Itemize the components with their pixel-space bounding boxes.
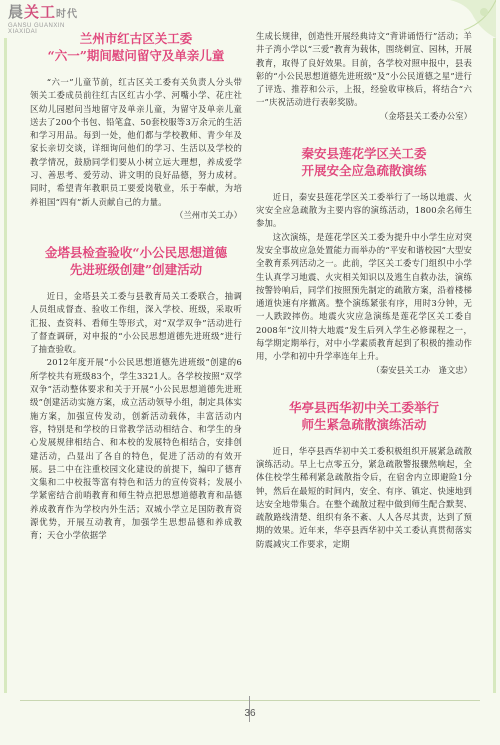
mag-title-tail: 时代 xyxy=(56,9,79,20)
magazine-subtitle-2: XIAXIDAI xyxy=(8,29,38,35)
magazine-subtitle-1: GANSU GUANXIN xyxy=(8,23,65,29)
right-column xyxy=(256,30,472,551)
article-paragraph: 近日，金塔县关工委与县教育局关工委联合，抽调人员组成督查、验收工作组，深入学校、班级，采取听汇报、查资料、看师生等形式，对“双学双争”活动进行了督查调研，对申报的“小公民思想道德先进班级”进行了抽查验收。 xyxy=(30,290,242,355)
article-title-line-2: 开展安全应急疏散演练 xyxy=(301,162,427,178)
article-paragraph: 生成长规律，创造性开展经典诗文“背讲诵悟行”活动；羊井子湾小学以“三爱”教育为载体，围绕刺宣、园林，开展教育，取得了良好效果。目前，各学校对照申报中，县表彰的“小公民思想道德先进班级”及“小公民道德之星”进行了评选、推荐和公示，上报，经验收审核后，将结合“六一”庆祝活动进行表彰奖励。 xyxy=(256,31,472,108)
article-title-line-2: 先进班级创建”创建活动 xyxy=(69,261,203,277)
mag-title-accent: 关工 xyxy=(24,3,57,21)
magazine-title xyxy=(8,4,168,23)
article-title-line-1: 华亭县西华初中关工委举行 xyxy=(288,399,439,415)
article-qinan xyxy=(256,145,472,377)
article-title-line-1: 兰州市红古区关工委 xyxy=(79,31,193,46)
article-signature: （秦安县关工办 逢文忠） xyxy=(371,364,472,375)
article-jinta xyxy=(30,244,242,543)
article-huating xyxy=(256,399,472,551)
article-title-line-2: 师生紧急疏散演练活动 xyxy=(301,416,427,432)
article-jinta-continued xyxy=(256,30,472,123)
page-number: 36 xyxy=(244,708,256,719)
left-column xyxy=(30,30,242,543)
article-title-line-1: 金塔县检查验收“小公民思想道德 xyxy=(44,244,228,260)
article-title-line-1: 秦安县莲花学区关工委 xyxy=(301,145,427,161)
article-paragraph: 近日，秦安县莲花学区关工委举行了一场以地震、火灾安全应急疏散为主要内容的演练活动，1800余名师生参加。 xyxy=(256,191,472,229)
article-paragraph: 近日，华亭县西华初中关工委积极组织开展紧急疏散演练活动。早上七点零五分，紧急疏散警报骤然响起，全体住校学生稀利紧急疏散指令后，在宿舍内立即避险1分钟，然后在最短的时间内，安全、有序、镇定、快速地到达安全地带集合。在整个疏散过程中做到师生配合默契、疏散路线清楚、组织有条不紊、人人各尽其责，达到了预期的效果。近年来，华亭县西华初中关工委认真贯彻落实防震减灾工作要求，定期 xyxy=(256,445,472,549)
article-paragraph: 2012年度开展“小公民思想道德先进班级”创建的6所学校共有班级83个，学生3321人。各学校按照“双学双争”活动整体要求和关于开展“小公民思想道德先进班级”创建活动实施方案，成立活动领导小组，制定具体实施方案，加强宣传发动，创新活动载体，丰富活动内容，特别是和学校的日常教学活动相结合、和学生的身心发展规律相结合、和本校的发展特色相结合，安排创建活动，凸显出了各自的特色，促进了活动的有效开展。县二中在注重校园文化建设的前提下，编印了德育文集和二中校报等富有特色和活力的宣传资料；发展小学紧密结合前哨教育和师生特点把思想道德教育和品德养成教育作为学校内外生活；双城小学立足国防教育资源优势，开展互动教育，加强学生思想品德和养成教育；天仓小学依据学 xyxy=(30,357,242,541)
article-signature: （兰州市关工办） xyxy=(175,209,242,220)
article-title-line-2: “六一”期间慰问留守及单亲儿童 xyxy=(47,48,225,63)
article-signature: （金塔县关工委办公室） xyxy=(379,110,472,121)
footer-divider xyxy=(20,700,480,701)
article-lanzhou xyxy=(30,30,242,222)
article-paragraph: “六一”儿童节前，红古区关工委有关负责人分头带领关工委成员前往红古区红古小学、河嘴小学、花庄社区幼儿园慰问当地留守及单亲儿童，为留守及单亲儿童送去了200个书包、铅笔盒、50套校服等3万余元的生活和学习用品。每到一处，他们都与学校教师、青少年及家长亲切交谈，详细询问他们的学习、生活以及学校的教学情况，鼓励同学们要从小树立远大理想，养成爱学习、善思考、爱劳动、讲文明的良好品德，努力成材。同时，希望青年教职员工要爱岗敬业，乐于奉献，为培养祖国“四有”新人贡献自己的力量。 xyxy=(30,77,242,207)
article-paragraph: 这次演练，是莲花学区关工委为提升中小学生应对突发安全事故应急处置能力而举办的“平安和谐校园”大型安全教育系列活动之一。此前，学区关工委专门组织中小学生认真学习地震、火灾相关知识以及逃生自救办法，演练按警铃响后，同学们按照预先制定的疏散方案，沿着楼梯通道快速有序撤离。整个演练紧张有序，用时3分钟，无一人跌跤摔伤。地震火灾应急演练是莲花学区关工委自2008年“汶川特大地震”发生后列入学生必修课程之一，每学期定期举行，对中小学素质教育起到了积极的推动作用，小学和初中升学率连年上升。 xyxy=(256,231,472,362)
mag-title-main: 晨 xyxy=(8,3,25,21)
left-decorative-rail xyxy=(4,38,7,693)
right-decorative-rail xyxy=(493,38,496,693)
